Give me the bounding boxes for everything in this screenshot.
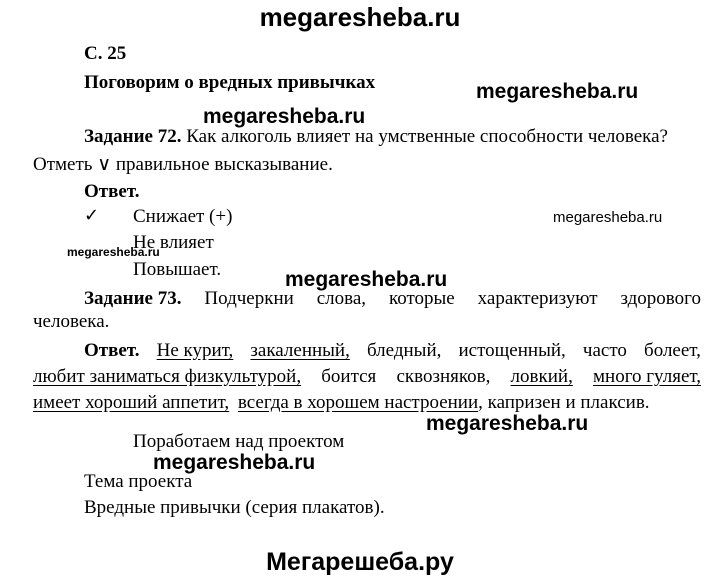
answer-word: боится — [321, 366, 377, 387]
task73-word: Подчеркни — [204, 288, 294, 309]
task73-word: слова, — [316, 288, 367, 309]
task72-answer-label: Ответ. — [84, 181, 140, 202]
answer-word: сквозняков, — [396, 366, 491, 387]
watermark: megaresheba.ru — [285, 268, 448, 291]
answer-word: ловкий, — [510, 366, 573, 387]
task73-answer-line2 — [33, 363, 701, 390]
answer-word: Не курит, — [156, 340, 234, 361]
task73-answer-label: Ответ. — [84, 340, 140, 361]
task72-option: Снижает (+) — [133, 206, 233, 227]
answer-word: болеет, — [644, 340, 701, 361]
answer-word: истощенный, — [458, 340, 566, 361]
section-title: Поговорим о вредных привычках — [84, 72, 376, 93]
project-topic-label: Тема проекта — [84, 471, 193, 492]
watermark: megaresheba.ru — [203, 105, 366, 128]
watermark: megaresheba.ru — [553, 209, 663, 226]
watermark-footer: Мегарешеба.ру — [266, 548, 454, 576]
task72-label: Задание 72. — [84, 126, 182, 147]
watermark-header: megaresheba.ru — [259, 2, 461, 32]
task73-question-line2: человека. — [33, 311, 110, 332]
watermark: megaresheba.ru — [153, 451, 316, 474]
task73-label: Задание 73. — [84, 288, 182, 309]
watermark: megaresheba.ru — [67, 245, 160, 259]
answer-word: много гуляет, — [593, 366, 701, 387]
project-heading: Поработаем над проектом — [133, 431, 345, 452]
answer-word: имеет хороший аппетит, — [33, 392, 230, 413]
task73-word: здорового — [620, 288, 701, 309]
answer-word: всегда в хорошем настроении — [237, 392, 479, 413]
task72-question — [84, 126, 668, 148]
checkmark-icon: ✓ — [84, 205, 100, 226]
answer-word: любит заниматься физкультурой, — [33, 366, 302, 387]
project-topic: Вредные привычки (серия плакатов). — [84, 497, 385, 518]
answer-word: бледный, — [366, 340, 442, 361]
task73-answer-line1 — [84, 337, 701, 364]
task72-option: Повышает. — [133, 259, 222, 280]
task73-word: характеризуют — [477, 288, 598, 309]
task72-question-text: Как алкоголь влияет на умственные способности человека? — [186, 126, 668, 147]
task72-option: Не влияет — [133, 232, 214, 253]
page-number: С. 25 — [84, 43, 127, 64]
task73-answer-line3 — [33, 389, 650, 416]
task73-word: которые — [388, 288, 455, 309]
watermark: megaresheba.ru — [426, 412, 589, 435]
task73-question — [84, 285, 701, 312]
task72-question-line2: Отметь ∨ правильное высказывание. — [33, 154, 333, 175]
watermark: megaresheba.ru — [476, 80, 639, 103]
answer-word: закаленный, — [250, 340, 350, 361]
answer-word: , капризен и плаксив. — [478, 392, 650, 413]
answer-word: часто — [582, 340, 627, 361]
